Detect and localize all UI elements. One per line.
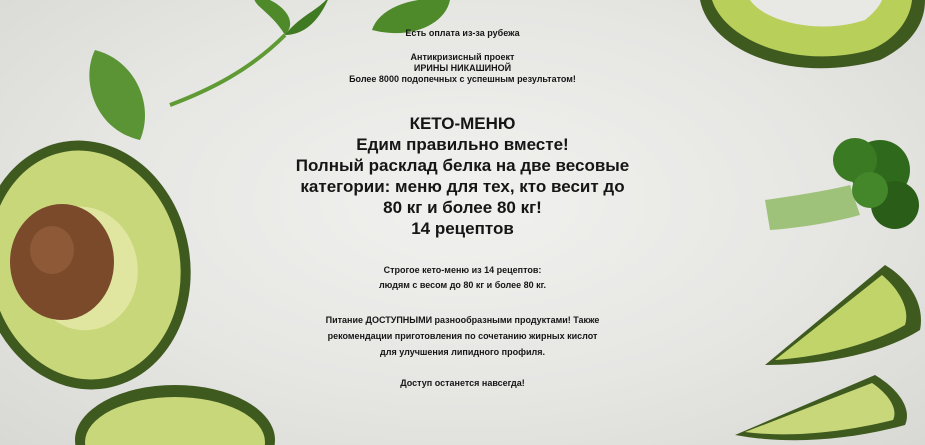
success-count: Более 8000 подопечных с успешным результатом! (349, 74, 576, 84)
title-line: 14 рецептов (411, 219, 514, 238)
page-title (250, 113, 675, 239)
foreign-payment-note: Есть оплата из-за рубежа (405, 28, 520, 38)
description-line: Питание ДОСТУПНЫМИ разнообразными продуктами! Также (325, 315, 600, 325)
title-line: 80 кг и более 80 кг! (383, 198, 542, 217)
broccoli-icon (765, 138, 919, 230)
title-line: Едим правильно вместе! (356, 135, 569, 154)
avocado-slice-icon (75, 385, 275, 445)
access-note: Доступ останется навсегда! (400, 378, 525, 388)
basil-leaf-icon (89, 50, 145, 140)
author-name: ИРИНЫ НИКАШИНОЙ (413, 63, 512, 73)
avocado-ring-icon (700, 0, 925, 68)
description-line: людям с весом до 80 кг и более 80 кг. (378, 280, 547, 290)
project-info (250, 52, 675, 85)
project-label: Антикризисный проект (410, 52, 515, 62)
menu-description (250, 263, 675, 293)
description-line: Строгое кето-меню из 14 рецептов: (383, 265, 542, 275)
description-line: для улучшения липидного профиля. (380, 347, 545, 357)
description-line: рекомендации приготовления по сочетанию жирных кислот (327, 331, 598, 341)
title-line: категории: меню для тех, кто весит до (300, 177, 625, 196)
title-line: КЕТО-МЕНЮ (409, 114, 516, 133)
landing-content (250, 0, 675, 389)
avocado-half-icon (0, 124, 210, 407)
nutrition-description (250, 312, 675, 360)
title-line: Полный расклад белка на две весовые (295, 156, 630, 175)
avocado-wedge-icon (775, 275, 906, 360)
